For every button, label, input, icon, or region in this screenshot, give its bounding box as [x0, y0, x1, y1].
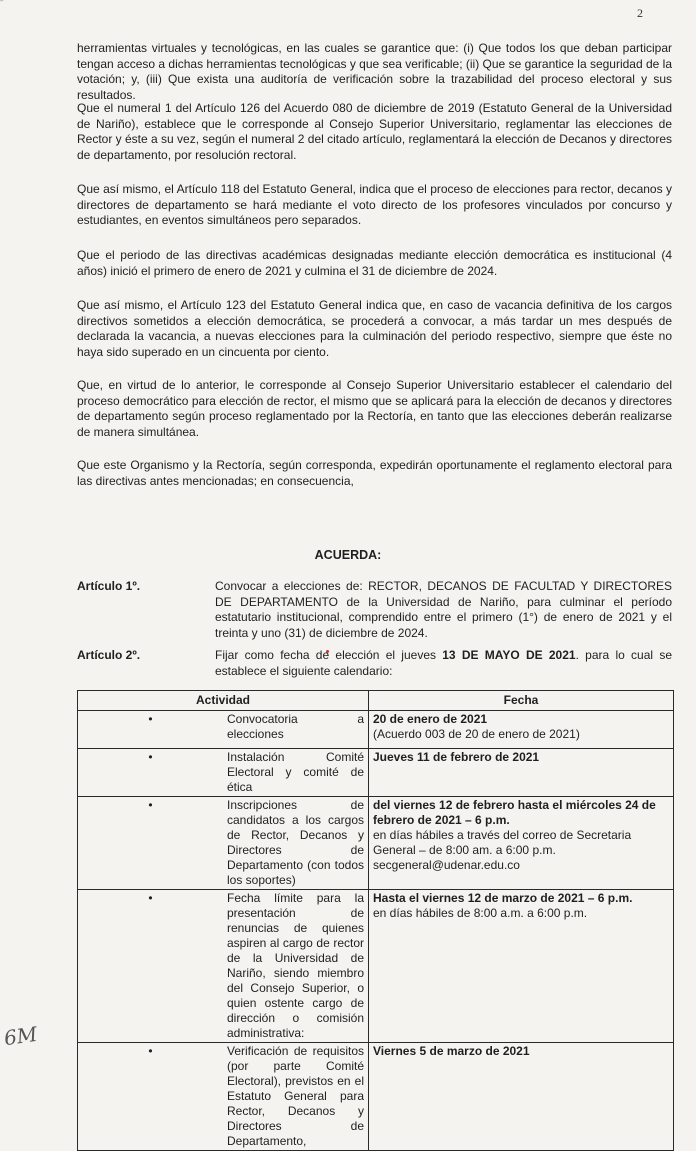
- header-actividad: Actividad: [78, 691, 369, 711]
- paragraph-3: Que así mismo, el Artículo 118 del Estatuto General, indica que el proceso de elecciones para rector, decanos y directores de departamento se hará mediante el voto directo de los profesores vinculados por concurso y estudiantes, en eventos simultáneos pero separados.: [77, 182, 672, 227]
- activity-cell: Instalación Comité Electoral y comité de ética: [223, 749, 369, 797]
- bullet-icon: •: [78, 797, 224, 890]
- date-detail: en días hábiles de 8:00 a.m. a 6:00 p.m.: [373, 906, 588, 920]
- election-calendar-table: [77, 690, 674, 1151]
- date-cell: [369, 890, 674, 1043]
- date-detail: (Acuerdo 003 de 20 de enero de 2021): [373, 727, 580, 741]
- table-row: [78, 890, 674, 1043]
- scan-corner-mark: [0, 0, 73, 36]
- article-2: [77, 648, 672, 680]
- date-bold: Jueves 11 de febrero de 2021: [373, 750, 540, 764]
- table-row: [78, 1043, 674, 1151]
- election-date: 13 DE MAYO DE 2021: [442, 648, 576, 662]
- date-bold: del viernes 12 de febrero hasta el miércoles 24 de febrero de 2021 – 6 p.m.: [373, 798, 656, 827]
- acuerda-heading: ACUERDA:: [314, 548, 382, 562]
- article-2-text: [215, 648, 672, 679]
- date-bold: Viernes 5 de marzo de 2021: [373, 1044, 530, 1058]
- paragraph-6: Que, en virtud de lo anterior, le corresponde al Consejo Superior Universitario establecer el calendario del proceso democrático para elección de rector, el mismo que se aplicará para la elección de decanos y directores de departamento según proceso reglamentado por la Rectoría, en tanto que las elecciones deberán realizarse de manera simultánea.: [77, 378, 672, 439]
- table-row: [78, 797, 674, 890]
- bullet-icon: •: [78, 1043, 224, 1151]
- date-cell: [369, 711, 674, 749]
- handwritten-mark: 6M: [2, 1021, 39, 1051]
- activity-cell: Convocatoria a elecciones: [223, 711, 369, 749]
- date-detail: en días hábiles a través del correo de Secretaria General – de 8:00 am. a 6:00 p.m.: [373, 828, 632, 857]
- paragraph-1: herramientas virtuales y tecnológicas, en las cuales se garantice que: (i) Que todos los que deban participar tengan acceso a dichas herramientas tecnológicas y que sea verificable; (ii) Que se garantice la seguridad de la votación; y, (iii) Que exista una auditoría de verificación sobre la trazabilidad del proceso electoral y sus resultados.: [77, 41, 673, 102]
- bullet-icon: •: [78, 890, 224, 1043]
- paragraph-5: Que así mismo, el Artículo 123 del Estatuto General indica que, en caso de vacancia definitiva de los cargos directivos sometidos a elección democrática, se procederá a convocar, a más tardar un mes después de declarada la vacancia, a nuevas elecciones para la culminación del periodo respectivo, siempre que éste no haya sido superado en un cincuenta por ciento.: [77, 298, 672, 359]
- paragraph-4: Que el periodo de las directivas académicas designadas mediante elección democrática es institucional (4 años) inició el primero de enero de 2021 y culmina el 31 de diciembre de 2024.: [77, 248, 672, 278]
- date-cell: [369, 797, 674, 890]
- article-2-text-before: Fijar como fecha de elección el jueves: [215, 648, 443, 662]
- header-fecha: Fecha: [369, 691, 674, 711]
- paragraph-2: Que el numeral 1 del Artículo 126 del Acuerdo 080 de diciembre de 2019 (Estatuto General de la Universidad de Nariño), establece que le corresponde al Consejo Superior Universitario, reglamentar las elecciones de Rector y éste a su vez, según el numeral 2 del citado artículo, reglamentará la elección de Decanos y directores de departamento, por resolución rectoral.: [77, 101, 672, 162]
- activity-cell: Fecha límite para la presentación de renuncias de quienes aspiren al cargo de rector de la Universidad de Nariño, siendo miembro del Consejo Superior, o quien ostente cargo de dirección o comisión administrativa:: [223, 890, 369, 1043]
- date-cell: [369, 1043, 674, 1151]
- table-row: [78, 749, 674, 797]
- article-2-label: Artículo 2º.: [77, 648, 141, 662]
- page-number: 2: [637, 6, 643, 20]
- activity-cell: Inscripciones de candidatos a los cargos de Rector, Decanos y Directores de Departamento (con todos los soportes): [223, 797, 369, 890]
- date-bold: Hasta el viernes 12 de marzo de 2021 – 6 p.m.: [373, 891, 633, 905]
- table-row: [78, 711, 674, 749]
- date-cell: [369, 749, 674, 797]
- date-detail: secgeneral@udenar.edu.co: [373, 858, 520, 872]
- article-1-text: Convocar a elecciones de: RECTOR, DECANOS DE FACULTAD Y DIRECTORES DE DEPARTAMENTO de la Universidad de Nariño, para culminar el período estatutario institucional, comprendido entre el primero (1°) de enero de 2021 y el treinta y uno (31) de diciembre de 2024.: [215, 579, 672, 640]
- table-header-row: [78, 691, 674, 711]
- article-2-text-after: . para lo cual se establece el siguiente calendario:: [215, 648, 672, 678]
- date-bold: 20 de enero de 2021: [373, 712, 488, 726]
- article-1: [77, 579, 672, 641]
- paragraph-7: Que este Organismo y la Rectoría, según corresponda, expedirán oportunamente el reglamento electoral para las directivas antes mencionadas; en consecuencia,: [77, 458, 672, 488]
- activity-cell: Verificación de requisitos (por parte Comité Electoral), previstos en el Estatuto General para Rector, Decanos y Directores de Departamento,: [223, 1043, 369, 1151]
- bullet-icon: •: [78, 749, 224, 797]
- bullet-icon: •: [78, 711, 224, 749]
- article-1-label: Artículo 1º.: [77, 579, 141, 593]
